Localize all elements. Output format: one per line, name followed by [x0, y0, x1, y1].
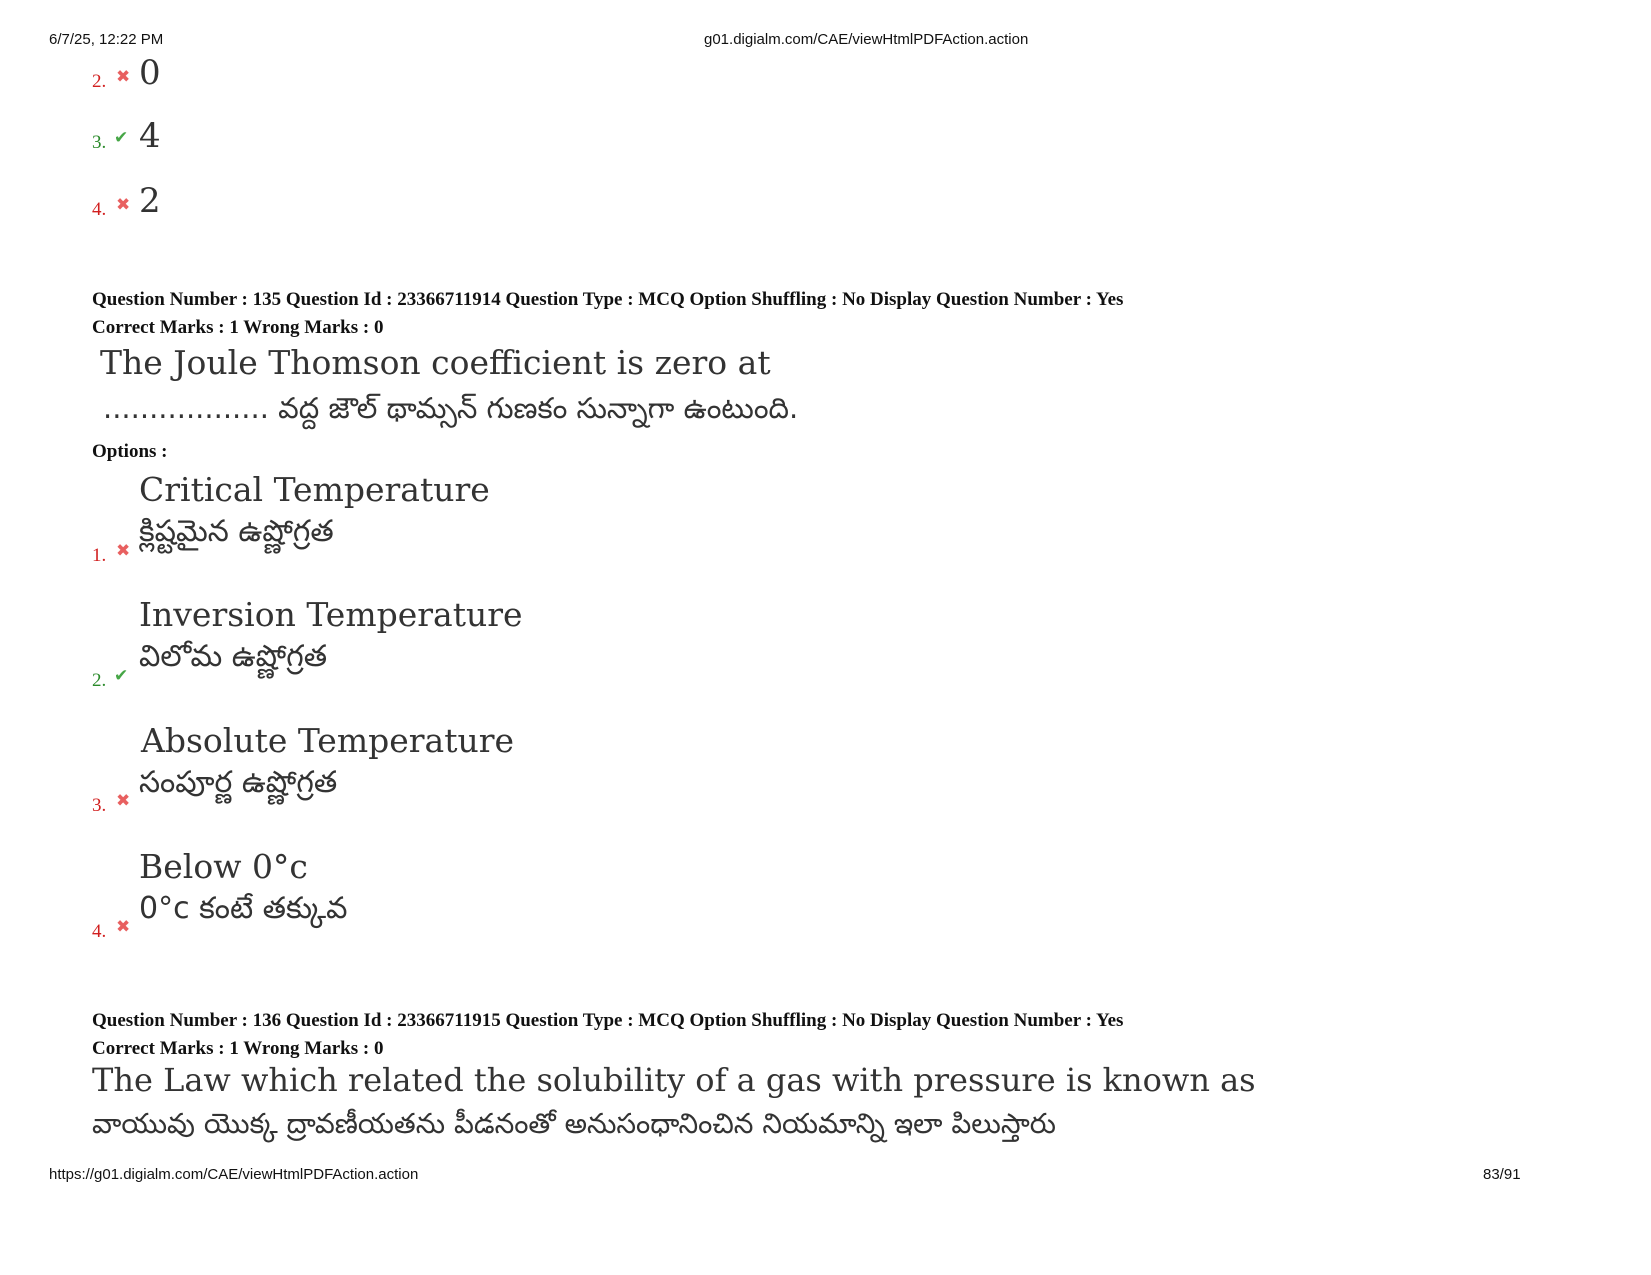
option-text-en: Absolute Temperature [141, 721, 515, 760]
question-marks: Correct Marks : 1 Wrong Marks : 0 [92, 1038, 384, 1059]
check-icon: ✔ [114, 128, 129, 148]
cross-icon: ✖ [116, 541, 131, 561]
option-number: 3. [92, 795, 107, 816]
print-footer-url: https://g01.digialm.com/CAE/viewHtmlPDFAction.action [49, 1166, 419, 1183]
question-meta: Question Number : 135 Question Id : 23366711914 Question Type : MCQ Option Shuffling : No Display Question Number : Yes [92, 289, 1124, 310]
cross-icon: ✖ [116, 195, 131, 215]
question-text-en: The Joule Thomson coefficient is zero at [100, 343, 771, 382]
page-number: 83/91 [1483, 1166, 1521, 1183]
option-text-te: సంపూర్ణ ఉష్ణోగ్రత [139, 765, 338, 800]
option-number: 4. [92, 199, 107, 220]
question-meta: Question Number : 136 Question Id : 23366711915 Question Type : MCQ Option Shuffling : No Display Question Number : Yes [92, 1010, 1124, 1031]
question-text-te: వాయువు యొక్క ద్రావణీయతను పీడనంతో అనుసంధానించిన నియమాన్ని ఇలా పిలుస్తారు [92, 1107, 1056, 1140]
option-number: 3. [92, 132, 107, 153]
option-text-te: 0°c కంటే తక్కువ [139, 891, 348, 926]
question-text-te: .................. వద్ద జౌల్ థామ్సన్ గుణకం సున్నాగా ఉంటుంది. [103, 391, 799, 425]
option-value: 2 [139, 181, 161, 221]
check-icon: ✔ [114, 666, 129, 686]
question-text-en: The Law which related the solubility of a gas with pressure is known as [92, 1061, 1256, 1099]
option-text-en: Inversion Temperature [139, 595, 523, 634]
print-header-url: g01.digialm.com/CAE/viewHtmlPDFAction.action [704, 31, 1029, 48]
option-number: 2. [92, 670, 107, 691]
option-text-en: Critical Temperature [139, 470, 490, 509]
option-number: 1. [92, 545, 107, 566]
print-datetime: 6/7/25, 12:22 PM [49, 31, 164, 48]
cross-icon: ✖ [116, 791, 131, 811]
option-number: 4. [92, 921, 107, 942]
option-text-te: క్లిష్టమైన ఉష్ణోగ్రత [139, 514, 334, 549]
option-text-en: Below 0°c [139, 847, 308, 886]
option-number: 2. [92, 71, 107, 92]
option-value: 4 [139, 116, 161, 156]
question-marks: Correct Marks : 1 Wrong Marks : 0 [92, 317, 384, 338]
option-value: 0 [139, 53, 161, 93]
option-text-te: విలోమ ఉష్ణోగ్రత [139, 639, 328, 674]
cross-icon: ✖ [116, 917, 131, 937]
cross-icon: ✖ [116, 67, 131, 87]
options-label: Options : [92, 441, 168, 462]
